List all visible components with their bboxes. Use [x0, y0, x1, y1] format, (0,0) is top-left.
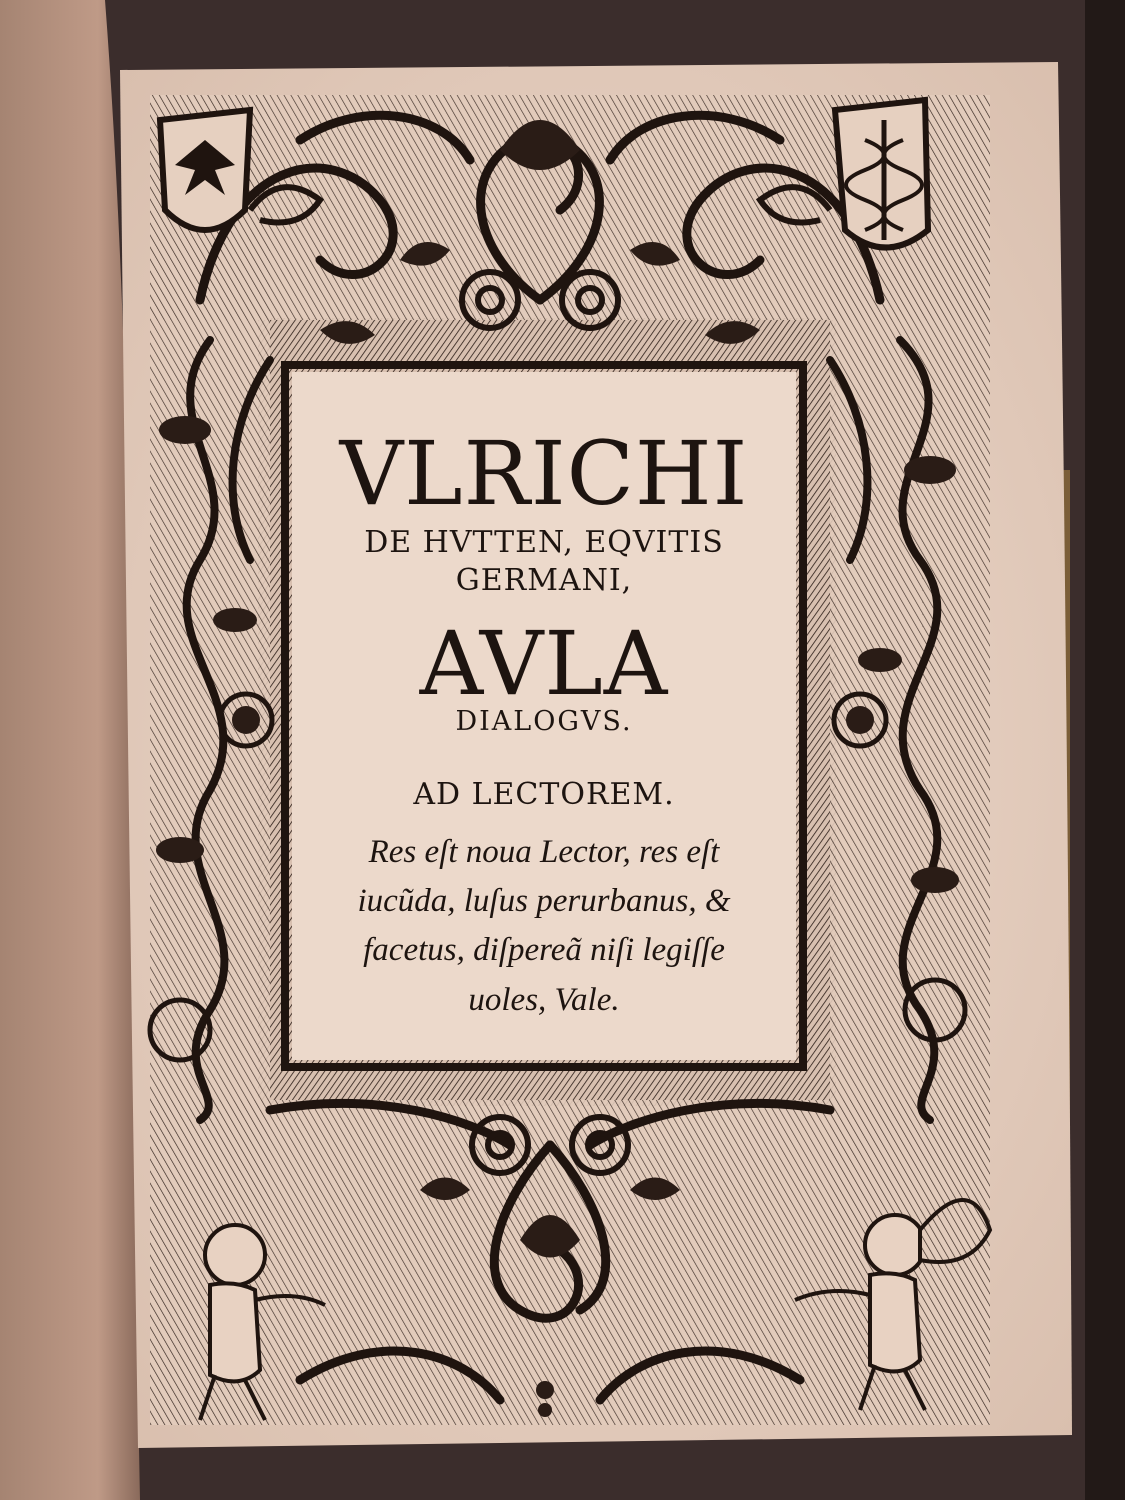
right-shadow	[1085, 0, 1125, 1500]
caduceus-shield-icon	[835, 100, 928, 248]
title-subtitle: DIALOGVS.	[455, 706, 633, 737]
address-heading: AD LECTOREM.	[413, 777, 675, 812]
verse-line-4: uoles, Vale.	[468, 982, 620, 1018]
verse-line-1: Res eſt noua Lector, res eſt	[368, 834, 720, 870]
verse-line-2: iucũda, luſus perurbanus, &	[357, 883, 731, 919]
verse-line-3: facetus, diſpereã niſi legiſſe	[363, 932, 725, 968]
title-work: AVLA	[419, 612, 669, 715]
eagle-shield-icon	[160, 110, 250, 230]
title-author-rest: DE HVTTEN, EQVITIS	[364, 525, 724, 560]
title-author-origin: GERMANI,	[455, 563, 633, 598]
title-author-first: VLRICHI	[339, 422, 749, 525]
title-panel	[292, 372, 796, 1062]
